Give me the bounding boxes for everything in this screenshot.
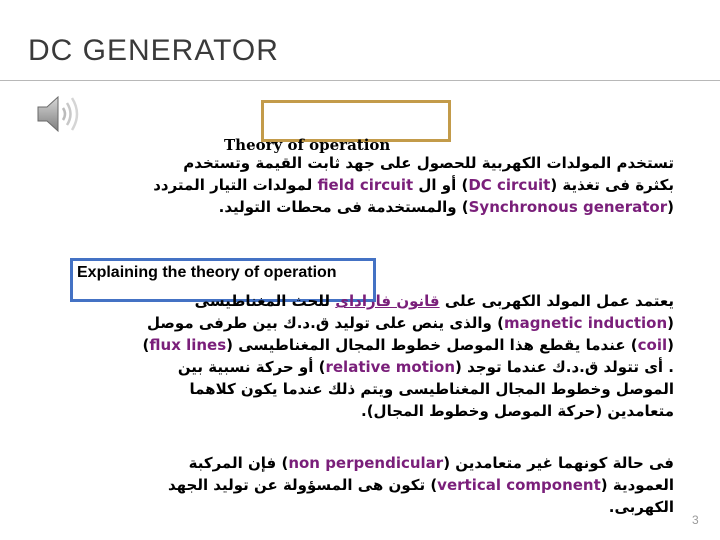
page-number: 3 bbox=[692, 513, 699, 527]
paragraph-usage bbox=[72, 152, 674, 218]
speaker-icon[interactable] bbox=[32, 90, 88, 138]
paragraph-line: تستخدم المولدات الكهربية للحصول على جهد ثابت القيمة وتستخدم bbox=[183, 154, 674, 172]
slide-title: DC GENERATOR bbox=[28, 34, 279, 67]
keyword-coil: coil bbox=[637, 336, 668, 354]
keyword-vertical-component: vertical component bbox=[437, 476, 601, 494]
paragraph-line: الكهربى. bbox=[608, 498, 674, 516]
title-divider bbox=[0, 80, 720, 81]
keyword-magnetic-induction: magnetic induction bbox=[503, 314, 668, 332]
paragraph-line: الموصل وخطوط المجال المغناطيسى ويتم ذلك عندما يكون كلاهما bbox=[189, 380, 674, 398]
paragraph-line: العمودية (vertical component) تكون هى المسؤولة عن توليد الجهد bbox=[167, 476, 674, 494]
paragraph-line: (magnetic induction) والذى ينص على توليد ق.د.ك بين طرفى موصل bbox=[147, 314, 674, 332]
theory-heading: Theory of operation bbox=[224, 136, 391, 154]
keyword-synchronous-generator: Synchronous generator bbox=[468, 198, 668, 216]
paragraph-line: (Synchronous generator) والمستخدمة فى محطات التوليد. bbox=[218, 198, 674, 216]
paragraph-induction bbox=[72, 290, 674, 422]
paragraph-line: فى حالة كونهما غير متعامدين (non perpendicular) فإن المركبة bbox=[188, 454, 674, 472]
paragraph-non-perpendicular bbox=[72, 452, 674, 518]
paragraph-line: متعامدين (حركة الموصل وخطوط المجال). bbox=[361, 402, 674, 420]
keyword-relative-motion: relative motion bbox=[325, 358, 456, 376]
paragraph-line: بكثرة فى تغذية (DC circuit) أو ال field circuit لمولدات التيار المتردد bbox=[153, 176, 674, 194]
keyword-dc-circuit: DC circuit bbox=[468, 176, 551, 194]
keyword-flux-lines: flux lines bbox=[149, 336, 227, 354]
keyword-non-perpendicular: non perpendicular bbox=[288, 454, 444, 472]
section-heading-box: Explaining the theory of operation bbox=[70, 258, 376, 302]
paragraph-line: يعتمد عمل المولد الكهربى على قانون فاراداى للحث المغناطيسى bbox=[194, 292, 674, 310]
keyword-faraday-law[interactable]: قانون فاراداى bbox=[335, 292, 440, 310]
keyword-field-circuit: field circuit bbox=[317, 176, 414, 194]
paragraph-line: (coil) عندما يقطع هذا الموصل خطوط المجال المغناطيسى (flux lines) bbox=[142, 336, 674, 354]
paragraph-line: . أى تتولد ق.د.ك عندما توجد (relative motion) أو حركة نسبية بين bbox=[177, 358, 674, 376]
